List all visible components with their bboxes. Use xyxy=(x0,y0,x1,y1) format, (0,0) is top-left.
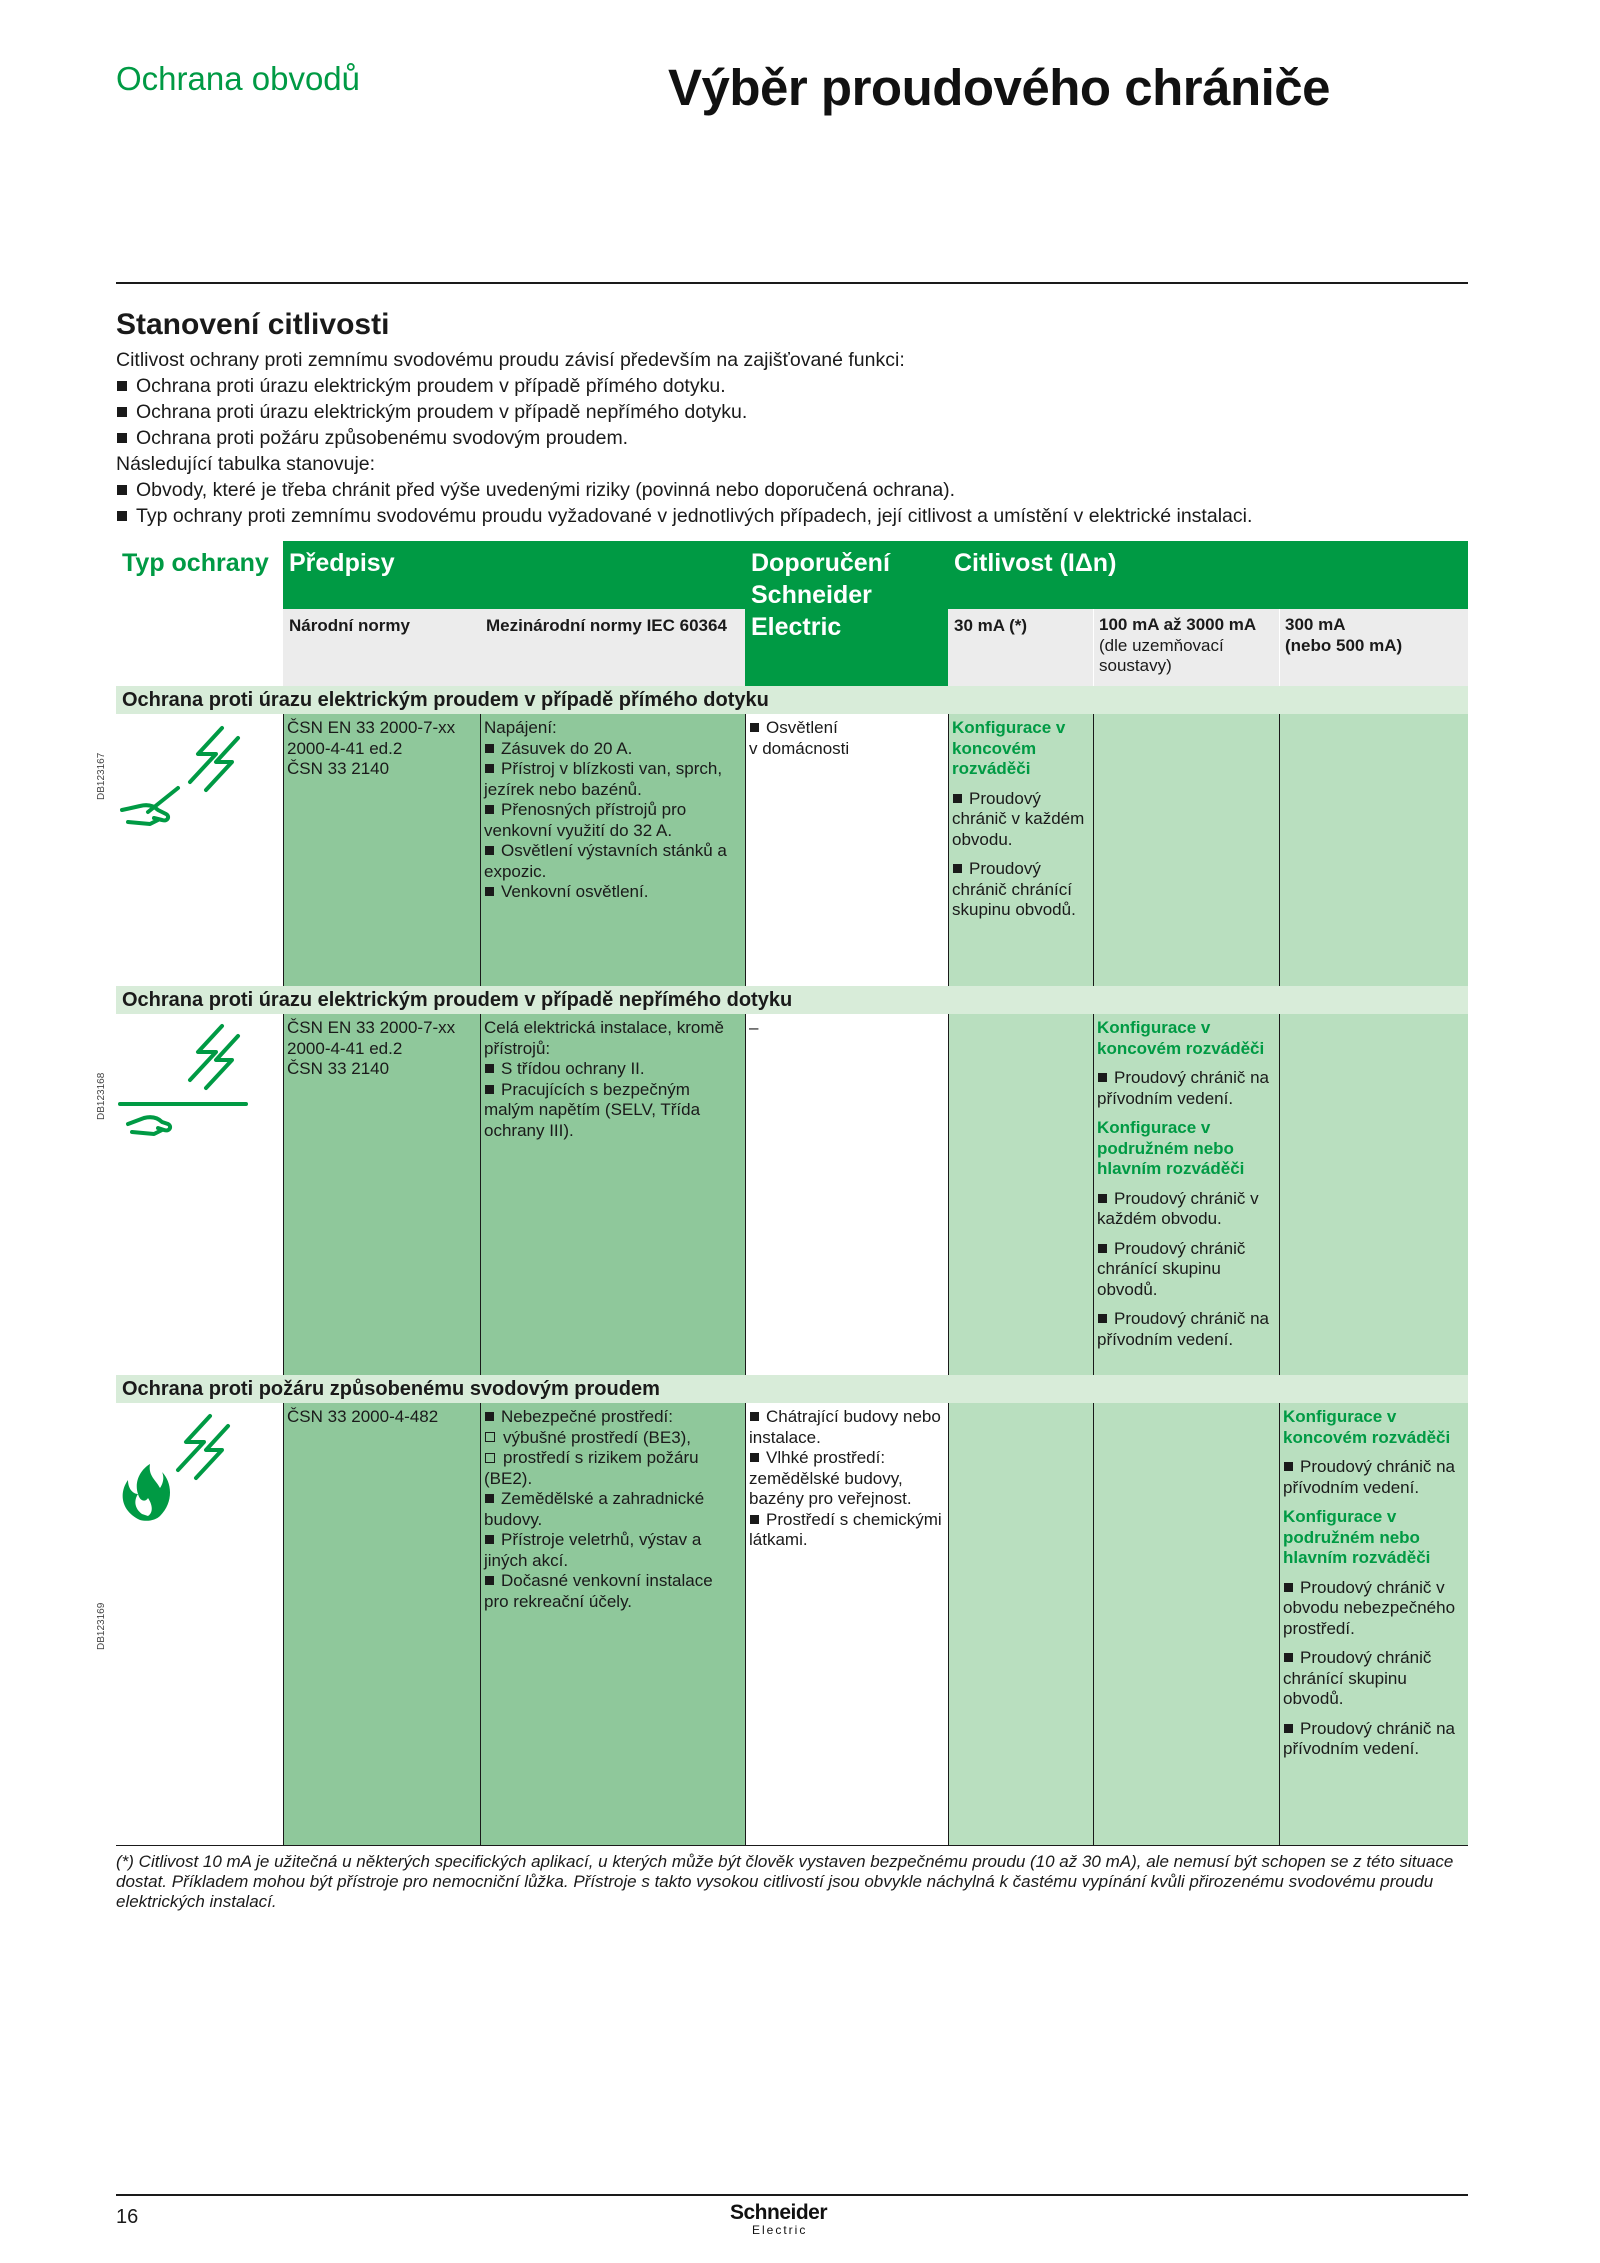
cell-30ma xyxy=(948,1403,1093,1845)
image-code: DB123169 xyxy=(96,1602,107,1650)
intro-lead-2: Následující tabulka stanovuje: xyxy=(116,453,376,475)
cell-national: ČSN EN 33 2000-7-xx 2000-4-41 ed.2 ČSN 33 2140 xyxy=(283,714,480,986)
section-title-direct-contact: Ochrana proti úrazu elektrickým proudem v případě přímého dotyku xyxy=(116,686,1468,714)
cell-recommend: Chátrající budovy nebo instalace. Vlhké prostředí: zemědělské budovy, bazény pro veřejnost. Prostředí s chemickými látkami. xyxy=(749,1407,942,1549)
col-header-rules: Předpisy xyxy=(283,541,745,609)
cell-international: Napájení: Zásuvek do 20 A. Přístroj v blízkosti van, sprch, jezírek nebo bazénů. Přenosných přístrojů pro venkovní využití do 32 A. Osvětlení výstavních stánků a expozic. Venkovní osvětlení. xyxy=(480,714,745,986)
image-code: DB123167 xyxy=(96,752,107,800)
col-header-300ma: 300 mA (nebo 500 mA) xyxy=(1279,609,1468,686)
top-divider xyxy=(116,282,1468,284)
footnote: (*) Citlivost 10 mA je užitečná u některých specifických aplikací, u kterých může být člověk vystaven bezpečnému proudu (10 až 30 mA), ale nemusí být schopen se z této situace dostat. Příkladem mohou být přístroje pro nemocniční lůžka. Přístroje s takto vysokou citlivostí jsou obvykle náchylná k častému vypínání kvůli přirozenému svodovému proudu elektrických instalací. xyxy=(116,1852,1454,1911)
image-code: DB123168 xyxy=(96,1072,107,1120)
subheading: Stanovení citlivosti xyxy=(116,308,390,341)
cell-300ma xyxy=(1279,1014,1468,1375)
page-number: 16 xyxy=(116,2206,139,2228)
page-title: Výběr proudového chrániče xyxy=(668,59,1331,116)
hand-touching-grounded-enclosure-icon xyxy=(118,1020,248,1140)
intro-function: Ochrana proti úrazu elektrickým proudem v případě přímého dotyku. xyxy=(116,373,1476,399)
logo-subtext: Electric xyxy=(752,2223,808,2237)
intro-function: Ochrana proti úrazu elektrickým proudem v případě nepřímého dotyku. xyxy=(116,399,1476,425)
col-header-national: Národní normy xyxy=(283,609,480,686)
cell-30ma: Konfigurace v koncovém rozváděči Proudový chránič v každém obvodu. Proudový chránič chránící skupinu obvodů. xyxy=(948,714,1093,986)
col-header-type: Typ ochrany xyxy=(122,549,269,577)
col-header-recommend: Doporučení Schneider Electric xyxy=(745,541,948,686)
cell-300ma: Konfigurace v koncovém rozváděči Proudový chránič na přívodním vedení. Konfigurace v podružném nebo hlavním rozváděči Proudový chránič v obvodu nebezpečného prostředí. Proudový chránič chránící skupinu obvodů. Proudový chránič na přívodním vedení. xyxy=(1279,1403,1468,1845)
cell-300ma xyxy=(1279,714,1468,986)
hand-touching-live-conductor-icon xyxy=(118,720,248,830)
cell-100ma xyxy=(1093,714,1279,986)
col-header-30ma: 30 mA (*) xyxy=(948,609,1093,686)
section-title-fire: Ochrana proti požáru způsobenému svodovým proudem xyxy=(116,1375,1468,1403)
intro-lead: Citlivost ochrany proti zemnímu svodovému proudu závisí především na zajišťované funkci: xyxy=(116,349,905,371)
fire-hazard-icon xyxy=(112,1408,242,1528)
section-title-indirect-contact: Ochrana proti úrazu elektrickým proudem v případě nepřímého dotyku xyxy=(116,986,1468,1014)
col-header-sensitivity: Citlivost (IΔn) xyxy=(948,541,1468,609)
schneider-logo xyxy=(730,2202,860,2242)
logo-text: Schneider xyxy=(730,2201,828,2224)
cell-national: ČSN EN 33 2000-7-xx 2000-4-41 ed.2 ČSN 33 2140 xyxy=(283,1014,480,1375)
bottom-divider xyxy=(116,2194,1468,2196)
cell-national: ČSN 33 2000-4-482 xyxy=(283,1403,480,1845)
cell-30ma xyxy=(948,1014,1093,1375)
intro-item: Obvody, které je třeba chránit před výše uvedenými riziky (povinná nebo doporučená ochrana). xyxy=(116,477,1476,503)
cell-international: Celá elektrická instalace, kromě přístrojů: S třídou ochrany II. Pracujících s bezpečným malým napětím (SELV, Třída ochrany III). xyxy=(480,1014,745,1375)
cell-recommend: – xyxy=(749,1018,759,1037)
intro-text xyxy=(116,347,1476,529)
col-header-international: Mezinárodní normy IEC 60364 xyxy=(480,609,745,686)
intro-item: Typ ochrany proti zemnímu svodovému proudu vyžadované v jednotlivých případech, její citlivost a umístění v elektrické instalaci. xyxy=(116,503,1476,529)
intro-function: Ochrana proti požáru způsobenému svodovým proudem. xyxy=(116,425,1476,451)
cell-100ma xyxy=(1093,1403,1279,1845)
section-title: Ochrana obvodů xyxy=(116,60,361,97)
cell-100ma: Konfigurace v koncovém rozváděči Proudový chránič na přívodním vedení. Konfigurace v podružném nebo hlavním rozváděči Proudový chránič v každém obvodu. Proudový chránič chránící skupinu obvodů. Proudový chránič na přívodním vedení. xyxy=(1093,1014,1279,1375)
cell-recommend: Osvětlení v domácnosti xyxy=(749,718,850,758)
col-header-100ma: 100 mA až 3000 mA (dle uzemňovací soustavy) xyxy=(1093,609,1279,686)
cell-international: Nebezpečné prostředí: výbušné prostředí (BE3), prostředí s rizikem požáru (BE2). Zemědělské a zahradnické budovy. Přístroje veletrhů, výstav a jiných akcí. Dočasné venkovní instalace pro rekreační účely. xyxy=(480,1403,745,1845)
